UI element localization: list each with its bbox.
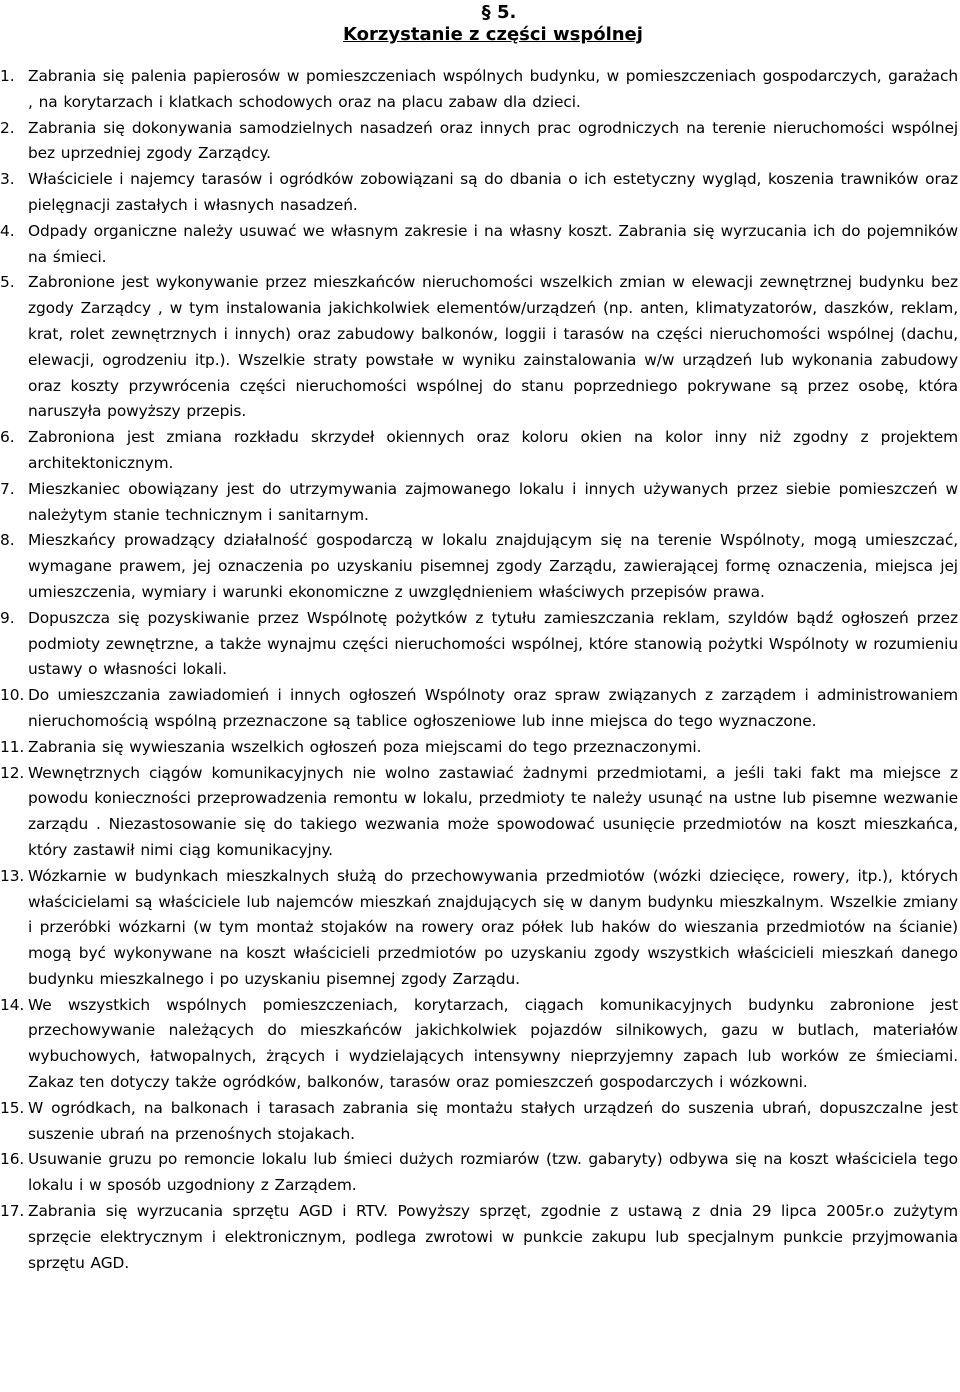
rule-text: Mieszkaniec obowiązany jest do utrzymywania zajmowanego lokalu i innych używanych przez siebie pomieszczeń w należytym stanie technicznym i sanitarnym.: [28, 479, 958, 524]
rule-item: 3. Właściciele i najemcy tarasów i ogródków zobowiązani są do dbania o ich estetyczny wygląd, koszenia trawników oraz pielęgnacji zastałych i własnych nasadzeń.: [28, 167, 958, 219]
rule-item: 5. Zabronione jest wykonywanie przez mieszkańców nieruchomości wszelkich zmian w elewacji zewnętrznej budynku bez zgody Zarządcy , w tym instalowania jakichkolwiek elementów/urządzeń (np. anten, klimatyzatorów, daszków, reklam, krat, rolet zewnętrznych i innych) oraz zabudowy balkonów, loggii i tarasów na części nieruchomości wspólnej (dachu, elewacji, ogrodzeniu itp.). Wszelkie straty powstałe w wyniku zainstalowania w/w urządzeń lub wykonania zabudowy oraz koszty przywrócenia części nieruchomości wspólnej do stanu poprzedniego pokrywane są przez osobę, która naruszyła powyższy przepis.: [28, 270, 958, 425]
rule-text: Zabronione jest wykonywanie przez mieszkańców nieruchomości wszelkich zmian w elewacji zewnętrznej budynku bez zgody Zarządcy , w tym instalowania jakichkolwiek elementów/urządzeń (np. anten, klimatyzatorów, daszków, reklam, krat, rolet zewnętrznych i innych) oraz zabudowy balkonów, loggii i tarasów na części nieruchomości wspólnej (dachu, elewacji, ogrodzeniu itp.). Wszelkie straty powstałe w wyniku zainstalowania w/w urządzeń lub wykonania zabudowy oraz koszty przywrócenia części nieruchomości wspólnej do stanu poprzedniego pokrywane są przez osobę, która naruszyła powyższy przepis.: [28, 273, 958, 421]
rule-text: Odpady organiczne należy usuwać we własnym zakresie i na własny koszt. Zabrania się wyrzucania ich do pojemników na śmieci.: [28, 221, 958, 266]
rule-item: 1. Zabrania się palenia papierosów w pomieszczeniach wspólnych budynku, w pomieszczeniach gospodarczych, garażach , na korytarzach i klatkach schodowych oraz na placu zabaw dla dzieci.: [28, 64, 958, 116]
rule-text: Zabrania się dokonywania samodzielnych nasadzeń oraz innych prac ogrodniczych na terenie nieruchomości wspólnej bez uprzedniej zgody Zarządcy.: [28, 118, 958, 163]
rule-item: 10. Do umieszczania zawiadomień i innych ogłoszeń Wspólnoty oraz spraw związanych z zarządem i administrowaniem nieruchomością wspólną przeznaczone są tablice ogłoszeniowe lub inne miejsca do tego wyznaczone.: [28, 683, 958, 735]
rule-text: We wszystkich wspólnych pomieszczeniach, korytarzach, ciągach komunikacyjnych budynku zabronione jest przechowywanie należących do mieszkańców jakichkolwiek pojazdów silnikowych, gazu w butlach, materiałów wybuchowych, łatwopalnych, żrących i wydzielających intensywny nieprzyjemny zapach lub worków ze śmieciami. Zakaz ten dotyczy także ogródków, balkonów, tarasów oraz pomieszczeń gospodarczych i wózkowni.: [28, 995, 958, 1092]
section-number: § 5.: [481, 2, 517, 23]
rules-list: [0, 64, 958, 1276]
rule-text: Mieszkańcy prowadzący działalność gospodarczą w lokalu znajdującym się na terenie Wspólnoty, mogą umieszczać, wymagane prawem, jej oznaczenia po uzyskaniu pisemnej zgody Zarządu, zawierającej formę oznaczenia, miejsca jej umieszczenia, wymiary i warunki ekonomiczne z uwzględnieniem właściwych przepisów prawa.: [28, 531, 958, 601]
rule-item: 11. Zabrania się wywieszania wszelkich ogłoszeń poza miejscami do tego przeznaczonymi.: [28, 735, 958, 761]
rule-item: 15. W ogródkach, na balkonach i tarasach zabrania się montażu stałych urządzeń do suszenia ubrań, dopuszczalne jest suszenie ubrań na przenośnych stojakach.: [28, 1096, 958, 1148]
rule-item: 9. Dopuszcza się pozyskiwanie przez Wspólnotę pożytków z tytułu zamieszczania reklam, szyldów bądź ogłoszeń przez podmioty zewnętrzne, a także wynajmu części nieruchomości wspólnej, które stanowią pożytki Wspólnoty w rozumieniu ustawy o własności lokali.: [28, 606, 958, 683]
rule-item: 6. Zabroniona jest zmiana rozkładu skrzydeł okiennych oraz koloru okien na kolor inny niż zgodny z projektem architektonicznym.: [28, 425, 958, 477]
rule-text: Wewnętrznych ciągów komunikacyjnych nie wolno zastawiać żadnymi przedmiotami, a jeśli taki fakt ma miejsce z powodu konieczności przeprowadzenia remontu w lokalu, przedmioty te należy usunąć na ustne lub pisemne wezwanie zarządu . Niezastosowanie się do takiego wezwania może spowodować usunięcie przedmiotów na koszt mieszkańca, który zastawił nimi ciąg komunikacyjny.: [28, 763, 958, 859]
rule-text: Zabrania się palenia papierosów w pomieszczeniach wspólnych budynku, w pomieszczeniach gospodarczych, garażach , na korytarzach i klatkach schodowych oraz na placu zabaw dla dzieci.: [28, 67, 958, 111]
rule-item: 16. Usuwanie gruzu po remoncie lokalu lub śmieci dużych rozmiarów (tzw. gabaryty) odbywa się na koszt właściciela tego lokalu i w sposób uzgodniony z Zarządem.: [28, 1147, 958, 1199]
rule-text: Usuwanie gruzu po remoncie lokalu lub śmieci dużych rozmiarów (tzw. gabaryty) odbywa się na koszt właściciela tego lokalu i w sposób uzgodniony z Zarządem.: [28, 1150, 958, 1195]
rule-text: Dopuszcza się pozyskiwanie przez Wspólnotę pożytków z tytułu zamieszczania reklam, szyldów bądź ogłoszeń przez podmioty zewnętrzne, a także wynajmu części nieruchomości wspólnej, które stanowią pożytki Wspólnoty w rozumieniu ustawy o własności lokali.: [28, 608, 958, 679]
rule-item: 8. Mieszkańcy prowadzący działalność gospodarczą w lokalu znajdującym się na terenie Wspólnoty, mogą umieszczać, wymagane prawem, jej oznaczenia po uzyskaniu pisemnej zgody Zarządu, zawierającej formę oznaczenia, miejsca jej umieszczenia, wymiary i warunki ekonomiczne z uwzględnieniem właściwych przepisów prawa.: [28, 528, 958, 605]
rule-text: Zabrania się wywieszania wszelkich ogłoszeń poza miejscami do tego przeznaczonymi.: [28, 737, 702, 756]
rule-text: Zabroniona jest zmiana rozkładu skrzydeł okiennych oraz koloru okien na kolor inny niż zgodny z projektem architektonicznym.: [28, 428, 958, 472]
rule-text: Do umieszczania zawiadomień i innych ogłoszeń Wspólnoty oraz spraw związanych z zarządem i administrowaniem nieruchomością wspólną przeznaczone są tablice ogłoszeniowe lub inne miejsca do tego wyznaczone.: [28, 686, 958, 730]
rule-item: 17. Zabrania się wyrzucania sprzętu AGD i RTV. Powyższy sprzęt, zgodnie z ustawą z dnia 29 lipca 2005r.o zużytym sprzęcie elektrycznym i elektronicznym, podlega zwrotowi w punkcie zakupu lub specjalnym punkcie przyjmowania sprzętu AGD.: [28, 1199, 958, 1276]
rule-item: 13. Wózkarnie w budynkach mieszkalnych służą do przechowywania przedmiotów (wózki dziecięce, rowery, itp.), których właścicielami są właściciele lub najemców mieszkań znajdujących się w danym budynku mieszkalnym. Wszelkie zmiany i przeróbki wózkarni (w tym montaż stojaków na rowery oraz półek lub haków do wieszania przedmiotów na ścianie) mogą być wykonywane na koszt właścicieli przedmiotów po uzyskaniu zgody wszystkich właścicieli mieszkań danego budynku mieszkalnego i po uzyskaniu pisemnej zgody Zarządu.: [28, 864, 958, 993]
rule-text: Właściciele i najemcy tarasów i ogródków zobowiązani są do dbania o ich estetyczny wygląd, koszenia trawników oraz pielęgnacji zastałych i własnych nasadzeń.: [28, 170, 958, 214]
rule-text: Wózkarnie w budynkach mieszkalnych służą do przechowywania przedmiotów (wózki dziecięce, rowery, itp.), których właścicielami są właściciele lub najemców mieszkań znajdujących się w danym budynku mieszkalnym. Wszelkie zmiany i przeróbki wózkarni (w tym montaż stojaków na rowery oraz półek lub haków do wieszania przedmiotów na ścianie) mogą być wykonywane na koszt właścicieli przedmiotów po uzyskaniu zgody wszystkich właścicieli mieszkań danego budynku mieszkalnego i po uzyskaniu pisemnej zgody Zarządu.: [28, 866, 958, 988]
rule-item: 14. We wszystkich wspólnych pomieszczeniach, korytarzach, ciągach komunikacyjnych budynku zabronione jest przechowywanie należących do mieszkańców jakichkolwiek pojazdów silnikowych, gazu w butlach, materiałów wybuchowych, łatwopalnych, żrących i wydzielających intensywny nieprzyjemny zapach lub worków ze śmieciami. Zakaz ten dotyczy także ogródków, balkonów, tarasów oraz pomieszczeń gospodarczych i wózkowni.: [28, 993, 958, 1096]
rule-text: W ogródkach, na balkonach i tarasach zabrania się montażu stałych urządzeń do suszenia ubrań, dopuszczalne jest suszenie ubrań na przenośnych stojakach.: [28, 1098, 958, 1143]
rule-text: Zabrania się wyrzucania sprzętu AGD i RTV. Powyższy sprzęt, zgodnie z ustawą z dnia 29 lipca 2005r.o zużytym sprzęcie elektrycznym i elektronicznym, podlega zwrotowi w punkcie zakupu lub specjalnym punkcie przyjmowania sprzętu AGD.: [28, 1202, 958, 1272]
rule-item: 2. Zabrania się dokonywania samodzielnych nasadzeń oraz innych prac ogrodniczych na terenie nieruchomości wspólnej bez uprzedniej zgody Zarządcy.: [28, 116, 958, 168]
rule-item: 12. Wewnętrznych ciągów komunikacyjnych nie wolno zastawiać żadnymi przedmiotami, a jeśli taki fakt ma miejsce z powodu konieczności przeprowadzenia remontu w lokalu, przedmioty te należy usunąć na ustne lub pisemne wezwanie zarządu . Niezastosowanie się do takiego wezwania może spowodować usunięcie przedmiotów na koszt mieszkańca, który zastawił nimi ciąg komunikacyjny.: [28, 761, 958, 864]
rule-item: 4. Odpady organiczne należy usuwać we własnym zakresie i na własny koszt. Zabrania się wyrzucania ich do pojemników na śmieci.: [28, 219, 958, 271]
rule-item: 7. Mieszkaniec obowiązany jest do utrzymywania zajmowanego lokalu i innych używanych przez siebie pomieszczeń w należytym stanie technicznym i sanitarnym.: [28, 477, 958, 529]
section-title: Korzystanie z części wspólnej: [343, 24, 643, 45]
